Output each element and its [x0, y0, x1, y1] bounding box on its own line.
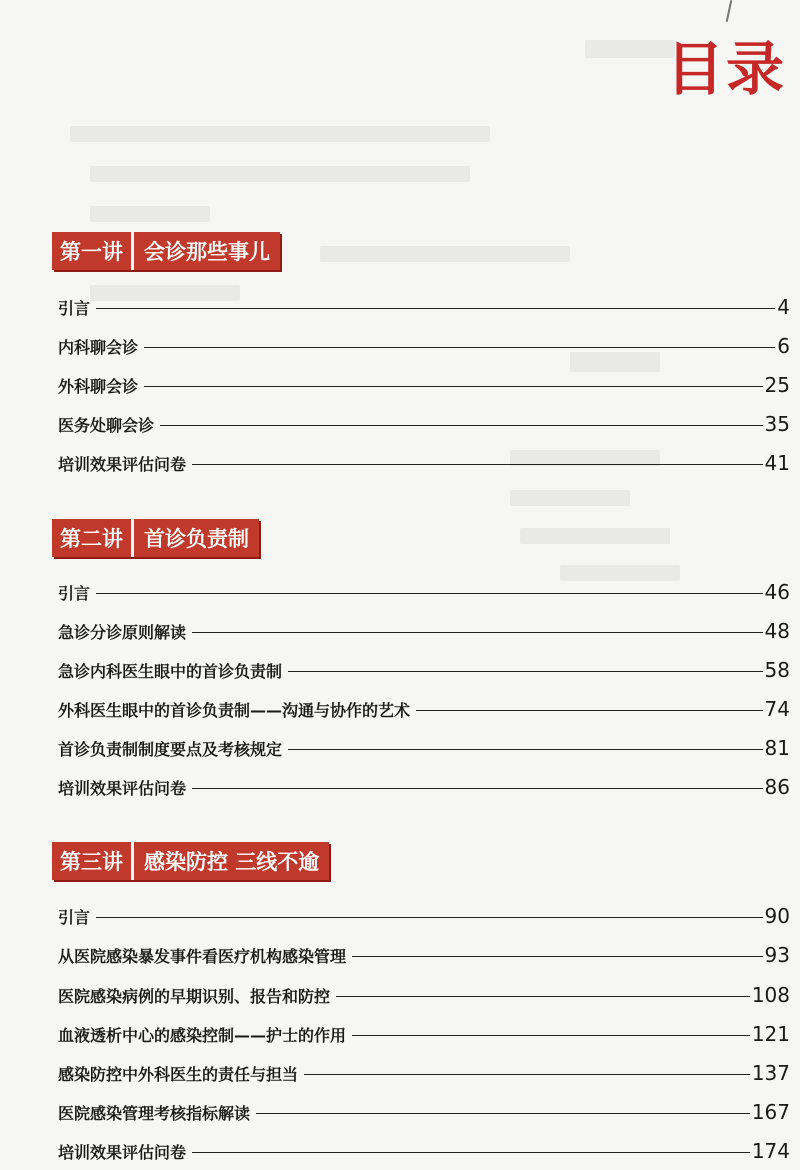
entry-title: 培训效果评估问卷 — [58, 454, 187, 474]
leader-line — [96, 593, 763, 594]
leader-line — [352, 1035, 750, 1036]
entry-title: 内科聊会诊 — [58, 337, 139, 357]
toc-entry[interactable] — [58, 940, 790, 970]
chapter-3-banner[interactable] — [52, 842, 329, 880]
leader-line — [192, 632, 763, 633]
entry-page: 48 — [764, 619, 790, 643]
toc-entry[interactable] — [58, 616, 790, 646]
chapter-number: 第一讲 — [52, 232, 134, 270]
paper-scratch — [726, 0, 733, 22]
leader-line — [96, 308, 775, 309]
toc-entry[interactable] — [58, 980, 790, 1010]
leader-line — [352, 956, 763, 957]
entry-page: 93 — [764, 943, 790, 967]
leader-line — [144, 347, 775, 348]
leader-line — [304, 1074, 750, 1075]
entry-title: 外科医生眼中的首诊负责制——沟通与协作的艺术 — [58, 700, 411, 720]
chapter-title: 会诊那些事儿 — [144, 240, 270, 264]
leader-line — [256, 1113, 750, 1114]
toc-entry[interactable] — [58, 1136, 790, 1166]
toc-entry[interactable] — [58, 331, 790, 361]
leader-line — [192, 464, 763, 465]
entry-title: 感染防控中外科医生的责任与担当 — [58, 1064, 299, 1084]
entry-title: 急诊内科医生眼中的首诊负责制 — [58, 661, 283, 681]
entry-title: 从医院感染暴发事件看医疗机构感染管理 — [58, 946, 347, 966]
entry-page: 74 — [764, 697, 790, 721]
chapter-title: 首诊负责制 — [144, 527, 249, 551]
page-title: 目录 — [665, 35, 786, 103]
toc-entry[interactable] — [58, 409, 790, 439]
entry-page: 174 — [751, 1139, 790, 1163]
entry-title: 培训效果评估问卷 — [58, 1142, 187, 1162]
entry-page: 35 — [764, 412, 790, 436]
entry-page: 4 — [777, 295, 790, 319]
entry-page: 167 — [751, 1100, 790, 1124]
toc-entry[interactable] — [58, 1097, 790, 1127]
toc-entry[interactable] — [58, 1058, 790, 1088]
entry-title: 急诊分诊原则解读 — [58, 622, 187, 642]
leader-line — [288, 671, 763, 672]
entry-title: 医院感染管理考核指标解读 — [58, 1103, 251, 1123]
leader-line — [96, 917, 763, 918]
leader-line — [192, 788, 763, 789]
toc-entry[interactable] — [58, 577, 790, 607]
leader-line — [336, 996, 750, 997]
entry-title: 外科聊会诊 — [58, 376, 139, 396]
chapter-1-banner[interactable] — [52, 232, 280, 270]
entry-page: 81 — [764, 736, 790, 760]
chapter-2-banner[interactable] — [52, 519, 259, 557]
entry-title: 培训效果评估问卷 — [58, 778, 187, 798]
entry-page: 25 — [764, 373, 790, 397]
entry-page: 46 — [764, 580, 790, 604]
toc-entry[interactable] — [58, 292, 790, 322]
entry-title: 引言 — [58, 298, 91, 318]
toc-entry[interactable] — [58, 694, 790, 724]
entry-page: 58 — [764, 658, 790, 682]
entry-title: 引言 — [58, 583, 91, 603]
entry-page: 86 — [764, 775, 790, 799]
chapter-title: 感染防控 三线不逾 — [144, 850, 320, 874]
toc-entry[interactable] — [58, 448, 790, 478]
chapter-number: 第二讲 — [52, 519, 134, 557]
entry-title: 引言 — [58, 907, 91, 927]
entry-page: 6 — [777, 334, 790, 358]
entry-title: 血液透析中心的感染控制——护士的作用 — [58, 1025, 347, 1045]
leader-line — [288, 749, 763, 750]
entry-page: 41 — [764, 451, 790, 475]
leader-line — [192, 1152, 750, 1153]
entry-page: 137 — [751, 1061, 790, 1085]
entry-title: 医务处聊会诊 — [58, 415, 155, 435]
toc-entry[interactable] — [58, 1019, 790, 1049]
entry-title: 医院感染病例的早期识别、报告和防控 — [58, 986, 331, 1006]
entry-page: 108 — [751, 983, 790, 1007]
entry-page: 90 — [764, 904, 790, 928]
toc-entry[interactable] — [58, 655, 790, 685]
entry-page: 121 — [751, 1022, 790, 1046]
toc-entry[interactable] — [58, 772, 790, 802]
leader-line — [160, 425, 763, 426]
entry-title: 首诊负责制制度要点及考核规定 — [58, 739, 283, 759]
leader-line — [416, 710, 763, 711]
leader-line — [144, 386, 763, 387]
toc-entry[interactable] — [58, 733, 790, 763]
toc-entry[interactable] — [58, 901, 790, 931]
chapter-number: 第三讲 — [52, 842, 134, 880]
toc-entry[interactable] — [58, 370, 790, 400]
